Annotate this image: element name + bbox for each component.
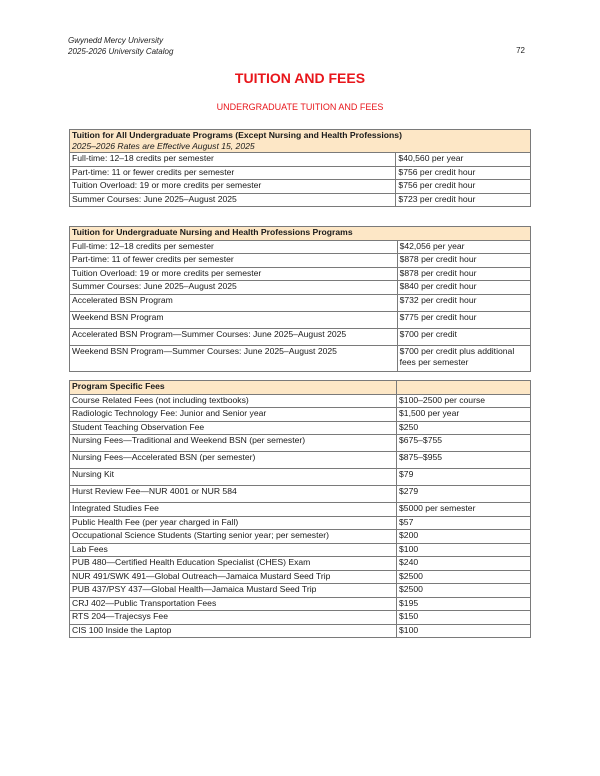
row-value: $5000 per semester — [397, 503, 531, 517]
table-row — [70, 486, 531, 503]
row-label: Accelerated BSN Program—Summer Courses: June 2025–August 2025 — [70, 328, 398, 345]
row-value: $732 per credit hour — [397, 294, 530, 311]
row-label: CIS 100 Inside the Laptop — [70, 624, 397, 638]
row-value: $840 per credit hour — [397, 281, 530, 295]
table-row — [70, 516, 531, 530]
row-value: $775 per credit hour — [397, 311, 530, 328]
table-row — [70, 611, 531, 625]
table-row — [70, 240, 531, 254]
row-label: Occupational Science Students (Starting senior year; per semester) — [70, 530, 397, 544]
row-value: $878 per credit hour — [397, 254, 530, 268]
row-value: $100–2500 per course — [397, 394, 531, 408]
row-value: $79 — [397, 469, 531, 486]
table-row — [70, 166, 531, 180]
table-title: Tuition for All Undergraduate Programs (Except Nursing and Health Professions) — [72, 130, 402, 140]
row-value: $40,560 per year — [396, 153, 531, 167]
row-value: $756 per credit hour — [396, 166, 531, 180]
table-row — [70, 193, 531, 207]
table-row — [70, 557, 531, 571]
row-value: $756 per credit hour — [396, 180, 531, 194]
row-label: Nursing Kit — [70, 469, 397, 486]
table-row — [70, 394, 531, 408]
row-value: $675–$755 — [397, 435, 531, 452]
section-subtitle: UNDERGRADUATE TUITION AND FEES — [216, 102, 384, 112]
row-label: Hurst Review Fee—NUR 4001 or NUR 584 — [70, 486, 397, 503]
page-number: 72 — [516, 46, 525, 55]
row-value: $100 — [397, 543, 531, 557]
table-heading-value — [397, 381, 531, 395]
table-row — [70, 503, 531, 517]
row-value: $200 — [397, 530, 531, 544]
row-label: Tuition Overload: 19 or more credits per semester — [70, 267, 398, 281]
table-heading — [70, 130, 531, 153]
table-row — [70, 281, 531, 295]
table-title: Tuition for Undergraduate Nursing and Health Professions Programs — [70, 227, 531, 241]
row-label: RTS 204—Trajecsys Fee — [70, 611, 397, 625]
table-row — [70, 597, 531, 611]
row-label: Weekend BSN Program—Summer Courses: June 2025–August 2025 — [70, 345, 398, 371]
table-header-row — [70, 227, 531, 241]
row-value: $195 — [397, 597, 531, 611]
table-effective-date: 2025–2026 Rates are Effective August 15, 2025 — [72, 141, 255, 151]
row-value: $723 per credit hour — [396, 193, 531, 207]
running-header — [68, 35, 173, 57]
table-row — [70, 180, 531, 194]
table-row — [70, 421, 531, 435]
row-label: Nursing Fees—Traditional and Weekend BSN (per semester) — [70, 435, 397, 452]
row-value: $1,500 per year — [397, 408, 531, 422]
table-row — [70, 584, 531, 598]
row-label: NUR 491/SWK 491—Global Outreach—Jamaica Mustard Seed Trip — [70, 570, 397, 584]
row-value: $100 — [397, 624, 531, 638]
table-row — [70, 570, 531, 584]
table-row — [70, 267, 531, 281]
row-label: Student Teaching Observation Fee — [70, 421, 397, 435]
table-row — [70, 543, 531, 557]
table-row — [70, 530, 531, 544]
table-row — [70, 294, 531, 311]
row-label: Full-time: 12–18 credits per semester — [70, 240, 398, 254]
catalog-name: 2025-2026 University Catalog — [68, 47, 174, 56]
row-label: Radiologic Technology Fee: Junior and Senior year — [70, 408, 397, 422]
row-value: $2500 — [397, 584, 531, 598]
page-title: TUITION AND FEES — [234, 70, 366, 86]
row-value: $2500 — [397, 570, 531, 584]
table-row — [70, 328, 531, 345]
row-label: PUB 437/PSY 437—Global Health—Jamaica Mustard Seed Trip — [70, 584, 397, 598]
row-label: CRJ 402—Public Transportation Fees — [70, 597, 397, 611]
row-label: Lab Fees — [70, 543, 397, 557]
institution-name: Gwynedd Mercy University — [68, 36, 164, 45]
table-header-row — [70, 130, 531, 153]
table-row — [70, 311, 531, 328]
table-row — [70, 469, 531, 486]
table-header-row — [70, 381, 531, 395]
row-value: $700 per credit — [397, 328, 530, 345]
row-label: Tuition Overload: 19 or more credits per semester — [70, 180, 396, 194]
row-label: Part-time: 11 of fewer credits per semester — [70, 254, 398, 268]
row-label: Full-time: 12–18 credits per semester — [70, 153, 396, 167]
row-label: Summer Courses: June 2025–August 2025 — [70, 193, 396, 207]
table-row — [70, 435, 531, 452]
row-value: $150 — [397, 611, 531, 625]
table-row — [70, 452, 531, 469]
table-row — [70, 254, 531, 268]
program-fees-table — [69, 380, 531, 638]
row-value: $875–$955 — [397, 452, 531, 469]
row-label: Accelerated BSN Program — [70, 294, 398, 311]
nursing-tuition-table — [69, 226, 531, 372]
row-label: Public Health Fee (per year charged in Fall) — [70, 516, 397, 530]
row-label: PUB 480—Certified Health Education Specialist (CHES) Exam — [70, 557, 397, 571]
table-title: Program Specific Fees — [70, 381, 397, 395]
row-label: Integrated Studies Fee — [70, 503, 397, 517]
row-value: $240 — [397, 557, 531, 571]
row-value: $57 — [397, 516, 531, 530]
row-value: $42,056 per year — [397, 240, 530, 254]
row-label: Nursing Fees—Accelerated BSN (per semester) — [70, 452, 397, 469]
row-value: $878 per credit hour — [397, 267, 530, 281]
row-label: Summer Courses: June 2025–August 2025 — [70, 281, 398, 295]
row-value: $279 — [397, 486, 531, 503]
general-tuition-table — [69, 129, 531, 207]
row-value: $700 per credit plus additional fees per semester — [397, 345, 530, 371]
row-value: $250 — [397, 421, 531, 435]
table-row — [70, 408, 531, 422]
row-label: Weekend BSN Program — [70, 311, 398, 328]
table-row — [70, 345, 531, 371]
row-label: Course Related Fees (not including textbooks) — [70, 394, 397, 408]
table-row — [70, 624, 531, 638]
table-row — [70, 153, 531, 167]
row-label: Part-time: 11 or fewer credits per semester — [70, 166, 396, 180]
